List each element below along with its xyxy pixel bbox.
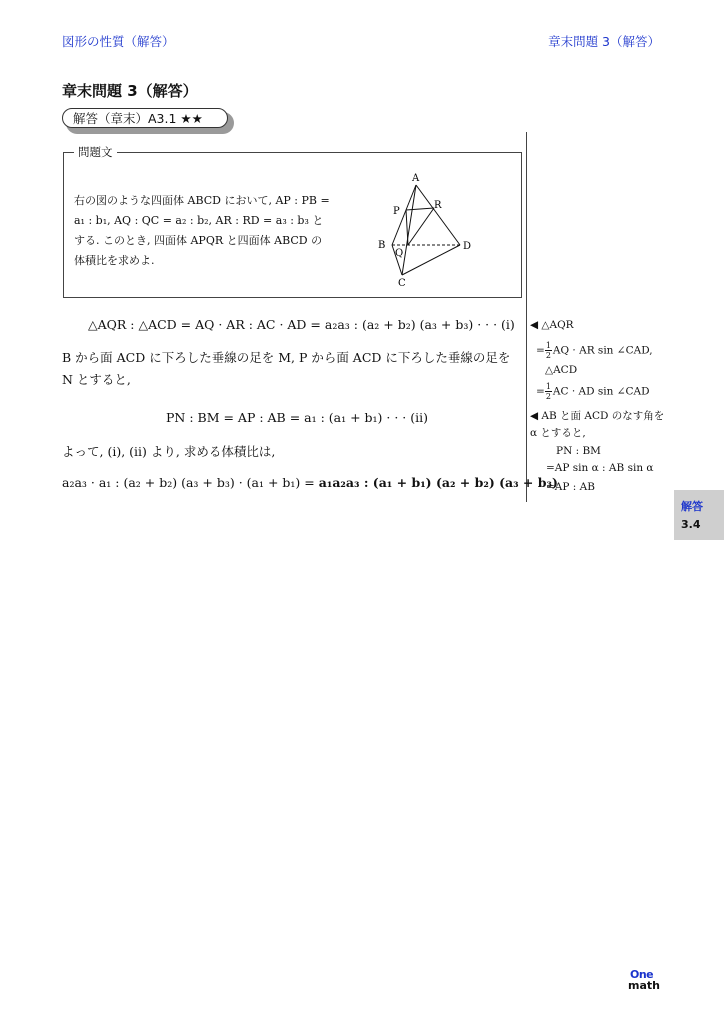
- label-p: P: [393, 206, 400, 217]
- sidenote-ap-ab: =AP : AB: [546, 481, 595, 493]
- edge-cd: [402, 245, 460, 275]
- label-b: B: [378, 240, 386, 251]
- sidenote-formula-rest: AQ · AR sin ∠CAD,: [552, 344, 653, 357]
- text-perpendicular: B から面 ACD に下ろした垂線の足を M, P から面 ACD に下ろした垂線の足を N とすると,: [62, 350, 511, 387]
- sidenote-eq-sign: =: [536, 344, 545, 357]
- margin-divider: [526, 132, 527, 502]
- sidenote-pn-bm: PN : BM: [556, 445, 601, 457]
- problem-line: a₁ : b₁, AQ : QC = a₂ : b₂, AR : RD = a₃ : b₃ と: [74, 214, 324, 227]
- label-d: D: [463, 241, 472, 252]
- sidenote-eq-sign: =: [536, 385, 545, 398]
- answer-badge: [62, 108, 234, 134]
- sidenote-formula-rest: AC · AD sin ∠CAD: [552, 385, 650, 398]
- tetrahedron-figure: [376, 171, 488, 289]
- side-tab-number: 3.4: [681, 518, 701, 531]
- problem-text: [74, 191, 344, 271]
- sidenote-sin-ratio: =AP sin α : AB sin α: [546, 462, 654, 474]
- problem-line: 右の図のような四面体 ABCD において, AP : PB =: [74, 194, 330, 207]
- badge-label: 解答（章末）A3.1 ★★: [62, 108, 228, 128]
- problem-line: する. このとき, 四面体 APQR と四面体 ABCD の: [74, 234, 323, 247]
- edge-ad: [416, 185, 460, 245]
- logo-line1: One: [630, 968, 654, 981]
- logo-line2: math: [628, 979, 660, 992]
- sidenote-aqr-formula: [536, 341, 653, 360]
- sidenote-acd-formula: [536, 382, 650, 401]
- sidenote-aqr: ◀ △AQR: [530, 319, 574, 331]
- text-conclusion: よって, (i), (ii) より, 求める体積比は,: [62, 444, 276, 459]
- fraction-half: [545, 382, 552, 401]
- volume-ratio-lhs: a₂a₃ · a₁ : (a₂ + b₂) (a₃ + b₃) · (a₁ + b₁) =: [62, 475, 315, 490]
- equation-area-ratio: △AQR : △ACD = AQ · AR : AC · AD = a₂a₃ : (a₂ + b₂) (a₃ + b₃) · · · (i): [88, 317, 515, 332]
- onemath-logo: [628, 968, 668, 992]
- edge-pr: [406, 208, 434, 210]
- running-header-left: 図形の性質（解答）: [62, 34, 175, 49]
- fraction-half: [545, 341, 552, 360]
- fraction-numerator: 1: [545, 382, 551, 391]
- label-q: Q: [395, 248, 404, 259]
- problem-line: 体積比を求めよ.: [74, 254, 155, 267]
- running-header-right: 章末問題 3（解答）: [548, 34, 660, 49]
- sidenote-angle: ◀ AB と面 ACD のなす角を: [530, 410, 665, 422]
- fraction-numerator: 1: [545, 341, 551, 350]
- chapter-side-tab: [674, 490, 724, 540]
- side-tab-label: 解答: [681, 500, 703, 513]
- fraction-denominator: 2: [545, 351, 551, 360]
- sidenote-acd: △ACD: [545, 364, 578, 376]
- label-r: R: [434, 200, 442, 211]
- volume-ratio-answer: a₁a₂a₃ : (a₁ + b₁) (a₂ + b₂) (a₃ + b₃): [318, 475, 558, 490]
- edge-ac: [402, 185, 416, 275]
- label-a: A: [412, 173, 420, 184]
- equation-volume-ratio: [62, 475, 558, 490]
- fraction-denominator: 2: [545, 392, 551, 401]
- label-c: C: [398, 278, 406, 289]
- problem-label: 問題文: [74, 144, 117, 160]
- problem-box: [63, 145, 522, 298]
- section-title: 章末問題 3（解答）: [62, 82, 198, 100]
- equation-height-ratio: PN : BM = AP : AB = a₁ : (a₁ + b₁) · · · (ii): [166, 410, 428, 425]
- sidenote-alpha: α とすると,: [530, 427, 586, 439]
